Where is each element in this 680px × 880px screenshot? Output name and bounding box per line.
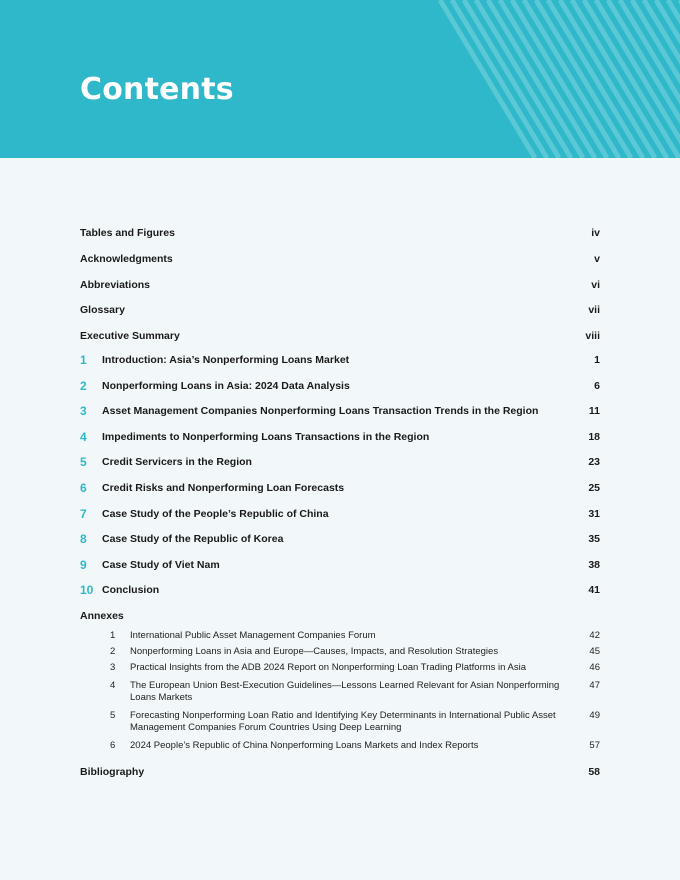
- toc-item-page: vi: [591, 279, 600, 291]
- annex-page: 57: [589, 740, 600, 751]
- chapter-number: 6: [80, 481, 87, 495]
- chapter-number: 4: [80, 430, 87, 444]
- annex-number: 4: [110, 680, 116, 691]
- chapter-page: 23: [588, 456, 600, 468]
- toc-item-page: vii: [588, 304, 600, 316]
- chapter-title: Case Study of the People’s Republic of China: [102, 508, 329, 520]
- toc-item-page: viii: [585, 330, 600, 342]
- chapter-page: 35: [588, 533, 600, 545]
- chapter-page: 31: [588, 508, 600, 520]
- annex-number: 3: [110, 662, 116, 673]
- chapter-page: 6: [594, 380, 600, 392]
- chapter-number: 1: [80, 353, 87, 367]
- chapter-title: Impediments to Nonperforming Loans Transactions in the Region: [102, 431, 430, 443]
- annex-title: Forecasting Nonperforming Loan Ratio and Identifying Key Determinants in International Public Asset Management Companies Forum Countries Using Deep Learning: [130, 710, 556, 733]
- chapter-title: Case Study of Viet Nam: [102, 559, 220, 571]
- toc-item-label: Acknowledgments: [80, 253, 173, 265]
- annex-page: 47: [589, 680, 600, 691]
- chapter-number: 3: [80, 404, 87, 418]
- chapter-title: Introduction: Asia’s Nonperforming Loans Market: [102, 354, 350, 366]
- chapter-page: 38: [588, 559, 600, 571]
- chapter-title: Case Study of the Republic of Korea: [102, 533, 284, 545]
- chapter-page: 41: [588, 584, 600, 596]
- chapter-page: 25: [588, 482, 600, 494]
- chapter-title: Conclusion: [102, 584, 160, 596]
- chapter-number: 5: [80, 455, 87, 469]
- annex-number: 2: [110, 646, 116, 657]
- page-title: Contents: [80, 72, 234, 107]
- annex-title: The European Union Best-Execution Guidelines—Lessons Learned Relevant for Asian Nonperforming Loans Markets: [130, 680, 560, 703]
- annex-page: 42: [589, 630, 600, 641]
- toc-item-label: Tables and Figures: [80, 227, 175, 239]
- chapter-number: 7: [80, 507, 87, 521]
- annex-title: 2024 People’s Republic of China Nonperforming Loans Markets and Index Reports: [130, 740, 479, 751]
- toc-item-label: Glossary: [80, 304, 125, 316]
- toc-item-page: v: [594, 253, 600, 265]
- chapter-title: Credit Risks and Nonperforming Loan Forecasts: [102, 482, 345, 494]
- chapter-number: 10: [80, 583, 94, 597]
- toc-item-page: iv: [591, 227, 600, 239]
- toc-item-label: Bibliography: [80, 766, 145, 778]
- toc-item-label: Executive Summary: [80, 330, 180, 342]
- chapter-number: 9: [80, 558, 87, 572]
- chapter-page: 11: [588, 405, 600, 417]
- annex-number: 6: [110, 740, 116, 751]
- annex-number: 1: [110, 630, 116, 641]
- chapter-number: 2: [80, 379, 87, 393]
- header-band: [0, 0, 680, 158]
- chapter-number: 8: [80, 532, 87, 546]
- annex-page: 46: [589, 662, 600, 673]
- annex-number: 5: [110, 710, 116, 721]
- chapter-page: 18: [588, 431, 600, 443]
- chapter-title: Credit Servicers in the Region: [102, 456, 252, 468]
- annexes-heading-label: Annexes: [80, 610, 124, 622]
- chapter-page: 1: [594, 354, 600, 366]
- chapter-title: Asset Management Companies Nonperforming Loans Transaction Trends in the Region: [102, 405, 539, 417]
- toc-item-label: Abbreviations: [80, 279, 151, 291]
- annex-title: Practical Insights from the ADB 2024 Report on Nonperforming Loan Trading Platforms in Asia: [130, 662, 527, 673]
- annex-page: 49: [589, 710, 600, 721]
- annex-page: 45: [589, 646, 600, 657]
- annex-title: Nonperforming Loans in Asia and Europe—Causes, Impacts, and Resolution Strategies: [130, 646, 499, 657]
- chapter-title: Nonperforming Loans in Asia: 2024 Data Analysis: [102, 380, 350, 392]
- annex-title: International Public Asset Management Companies Forum: [130, 630, 376, 641]
- toc-item-page: 58: [588, 766, 600, 778]
